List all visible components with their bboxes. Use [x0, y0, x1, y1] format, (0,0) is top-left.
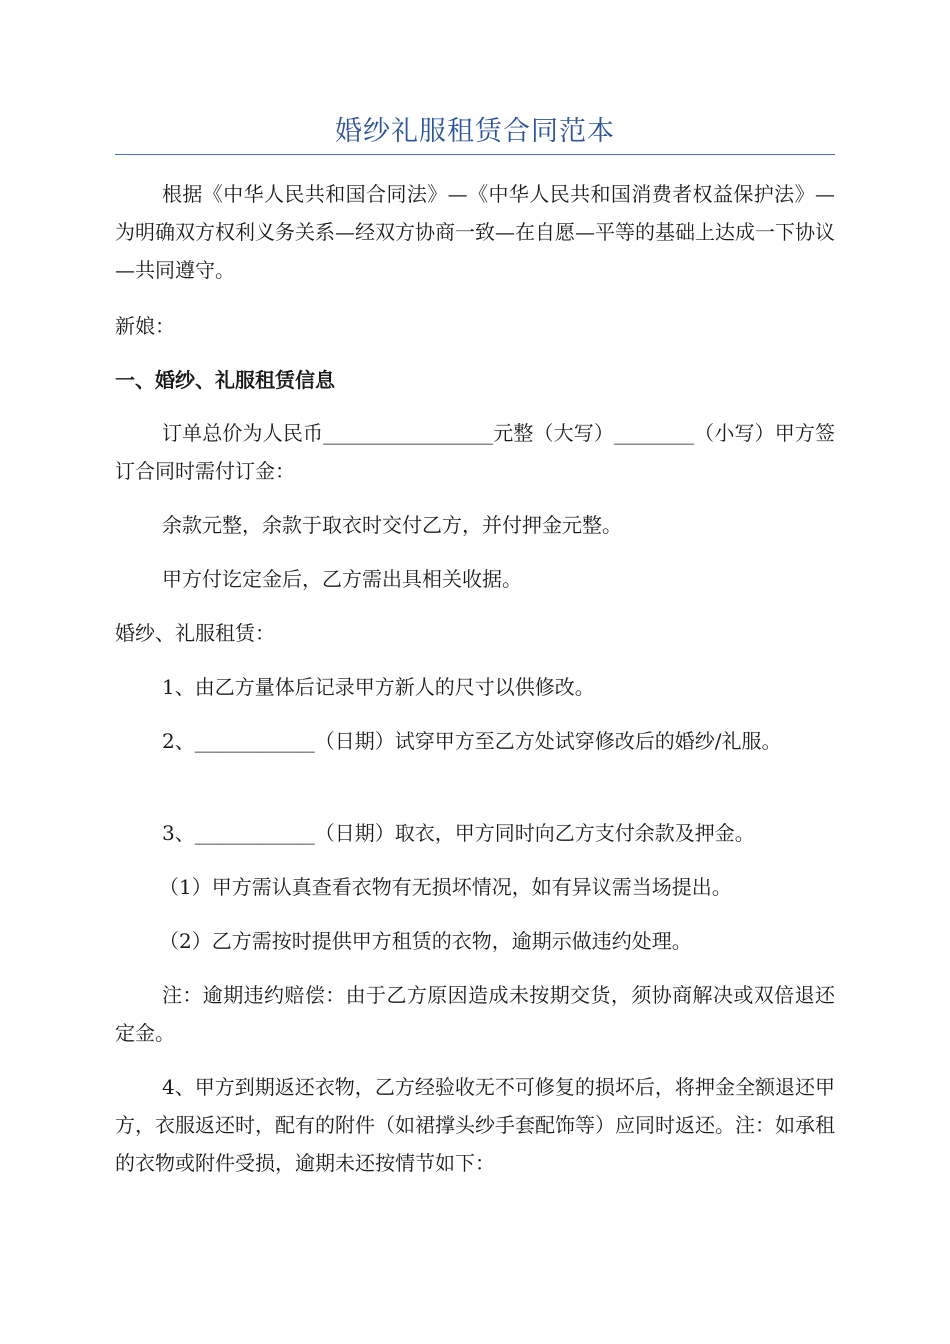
order-total-paragraph: 订单总价为人民币_________________元整（大写）________（小写）甲方签订合同时需付订金： [115, 421, 835, 483]
document-title: 婚纱礼服租赁合同范本 [335, 116, 615, 147]
bride-label: 新娘： [115, 314, 175, 338]
title-underline [115, 154, 835, 155]
balance-paragraph: 余款元整，余款于取衣时交付乙方，并付押金元整。 [162, 513, 622, 537]
receipt-paragraph: 甲方付讫定金后，乙方需出具相关收据。 [162, 567, 522, 591]
section-heading-rental-info: 一、婚纱、礼服租赁信息 [115, 368, 335, 392]
clause-3-sub-2: （2）乙方需按时提供甲方租赁的衣物，逾期示做违约处理。 [159, 929, 692, 953]
rental-subheading: 婚纱、礼服租赁： [115, 621, 275, 645]
clause-3: 3、____________（日期）取衣，甲方同时向乙方支付余款及押金。 [162, 821, 755, 845]
clause-3-sub-1: （1）甲方需认真查看衣物有无损坏情况，如有异议需当场提出。 [159, 875, 732, 899]
note-late-penalty: 注：逾期违约赔偿：由于乙方原因造成未按期交货，须协商解决或双倍退还定金。 [115, 983, 835, 1045]
clause-1: 1、由乙方量体后记录甲方新人的尺寸以供修改。 [162, 675, 595, 699]
clause-4: 4、甲方到期返还衣物，乙方经验收无不可修复的损坏后，将押金全额退还甲方，衣服返还时，配有的附件（如裙撑头纱手套配饰等）应同时返还。注：如承租的衣物或附件受损，逾期未还按情节如下： [115, 1075, 835, 1175]
clause-2: 2、____________（日期）试穿甲方至乙方处试穿修改后的婚纱/礼服。 [162, 729, 782, 753]
intro-paragraph: 根据《中华人民共和国合同法》—《中华人民共和国消费者权益保护法》—为明确双方权利义务关系—经双方协商一致—在自愿—平等的基础上达成一下协议—共同遵守。 [115, 182, 835, 282]
